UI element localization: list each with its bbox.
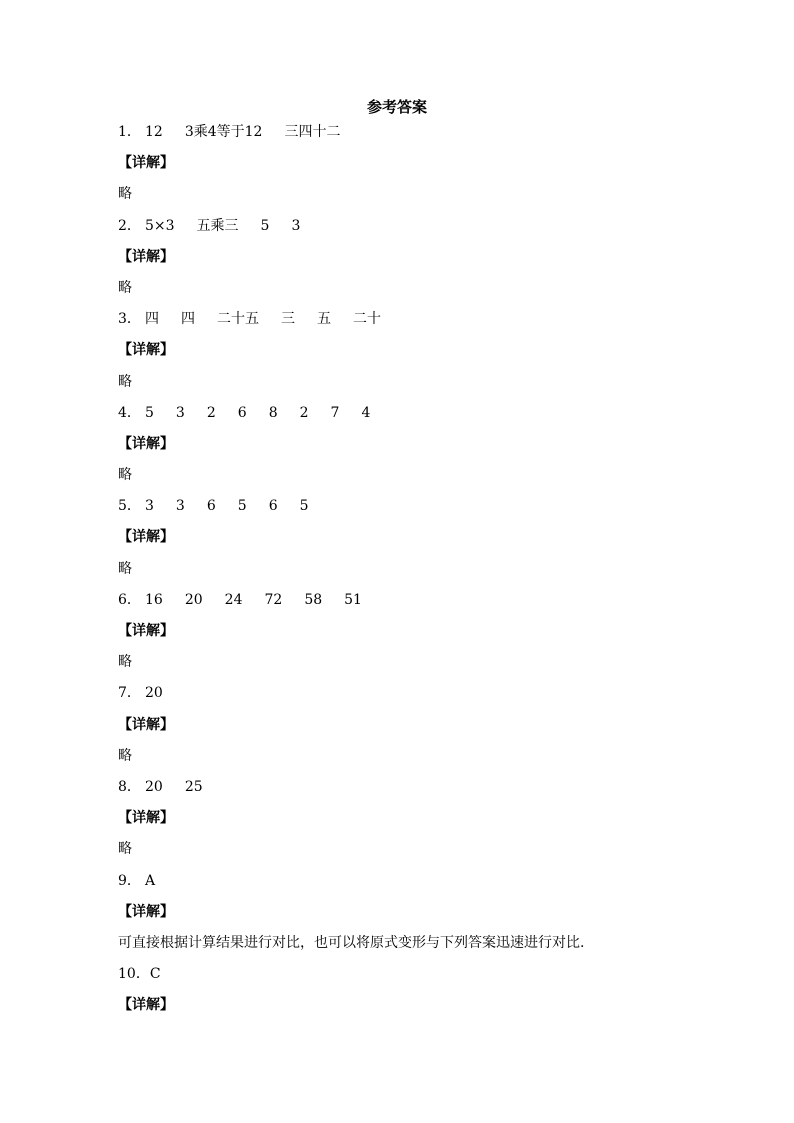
answer-value: 3 — [175, 498, 185, 515]
answer-value: 3乘4等于12 — [184, 124, 263, 140]
answer-value: C — [149, 966, 161, 983]
question-number: 10． — [118, 966, 150, 983]
answer-line — [118, 122, 718, 153]
answer-line — [118, 683, 718, 714]
answer-value: 6 — [206, 498, 216, 515]
answer-value: 三四十二 — [284, 124, 341, 140]
detail-label: 【详解】 — [118, 342, 174, 359]
detail-label: 【详解】 — [118, 810, 174, 827]
answer-value: 2 — [299, 404, 309, 421]
answer-value: 5 — [299, 498, 309, 515]
detail-label: 【详解】 — [118, 155, 174, 172]
answer-value: 四 — [181, 311, 195, 328]
answer-value: A — [145, 872, 156, 889]
answer-value: 五乘三 — [196, 217, 239, 234]
answer-value: 58 — [304, 591, 323, 608]
answer-line — [118, 964, 718, 995]
answer-line — [118, 590, 718, 621]
explanation-text: 略 — [118, 654, 132, 671]
question-number: 6． — [118, 591, 141, 608]
answer-line — [118, 777, 718, 808]
detail-label: 【详解】 — [118, 903, 174, 920]
answer-value: 16 — [145, 591, 163, 608]
answer-value: 五 — [317, 311, 331, 328]
answer-value: 3 — [175, 404, 185, 421]
answer-line — [118, 496, 718, 527]
explanation-text: 可直接根据计算结果进行对比，也可以将原式变形与下列答案迅速进行对比. — [118, 934, 585, 951]
explanation-text: 略 — [118, 186, 132, 203]
answer-value: 7 — [330, 404, 340, 421]
explanation-text: 略 — [118, 841, 132, 858]
detail-label: 【详解】 — [118, 529, 174, 546]
answer-value: 四 — [145, 311, 159, 328]
answer-value: 24 — [224, 591, 243, 608]
detail-label: 【详解】 — [118, 716, 174, 733]
answer-value: 72 — [264, 591, 283, 608]
question-number: 9． — [118, 872, 141, 889]
answer-line — [118, 403, 718, 434]
explanation-text: 略 — [118, 373, 132, 390]
explanation-text: 略 — [118, 747, 132, 764]
answer-value: 5×3 — [145, 217, 175, 234]
answer-value: 二十五 — [217, 311, 259, 328]
detail-label: 【详解】 — [118, 435, 174, 452]
detail-label: 【详解】 — [118, 997, 174, 1014]
detail-label: 【详解】 — [118, 623, 174, 639]
answer-value: 4 — [361, 404, 371, 421]
answer-list — [118, 122, 718, 1026]
detail-label: 【详解】 — [118, 248, 174, 265]
answer-value: 6 — [237, 404, 247, 421]
answer-value: 25 — [184, 778, 203, 795]
answer-value: 5 — [260, 217, 270, 234]
answer-value: 20 — [145, 778, 163, 795]
question-number: 3． — [118, 311, 141, 328]
answer-line — [118, 216, 718, 247]
explanation-text: 略 — [118, 279, 132, 296]
answer-value: 2 — [206, 404, 216, 421]
answer-value: 8 — [268, 404, 278, 421]
answer-value: 12 — [145, 124, 163, 140]
answer-line — [118, 871, 718, 902]
answer-value: 20 — [184, 591, 203, 608]
question-number: 5． — [118, 498, 141, 515]
explanation-text: 略 — [118, 467, 132, 484]
explanation-text: 略 — [118, 560, 132, 577]
answer-value: 5 — [145, 404, 154, 421]
answer-value: 51 — [344, 591, 362, 608]
answer-value: 3 — [291, 217, 301, 234]
answer-value: 3 — [145, 498, 154, 515]
answer-value: 二十 — [353, 311, 381, 328]
answer-value: 5 — [237, 498, 247, 515]
question-number: 2． — [118, 217, 141, 234]
question-number: 8． — [118, 778, 141, 795]
question-number: 1． — [118, 124, 141, 140]
question-number: 4． — [118, 404, 141, 421]
answer-value: 6 — [268, 498, 278, 515]
answer-value: 三 — [281, 311, 295, 328]
answer-line — [118, 309, 718, 340]
answer-value: 20 — [145, 685, 163, 702]
page-title: 参考答案 — [366, 98, 427, 116]
question-number: 7． — [118, 685, 141, 702]
